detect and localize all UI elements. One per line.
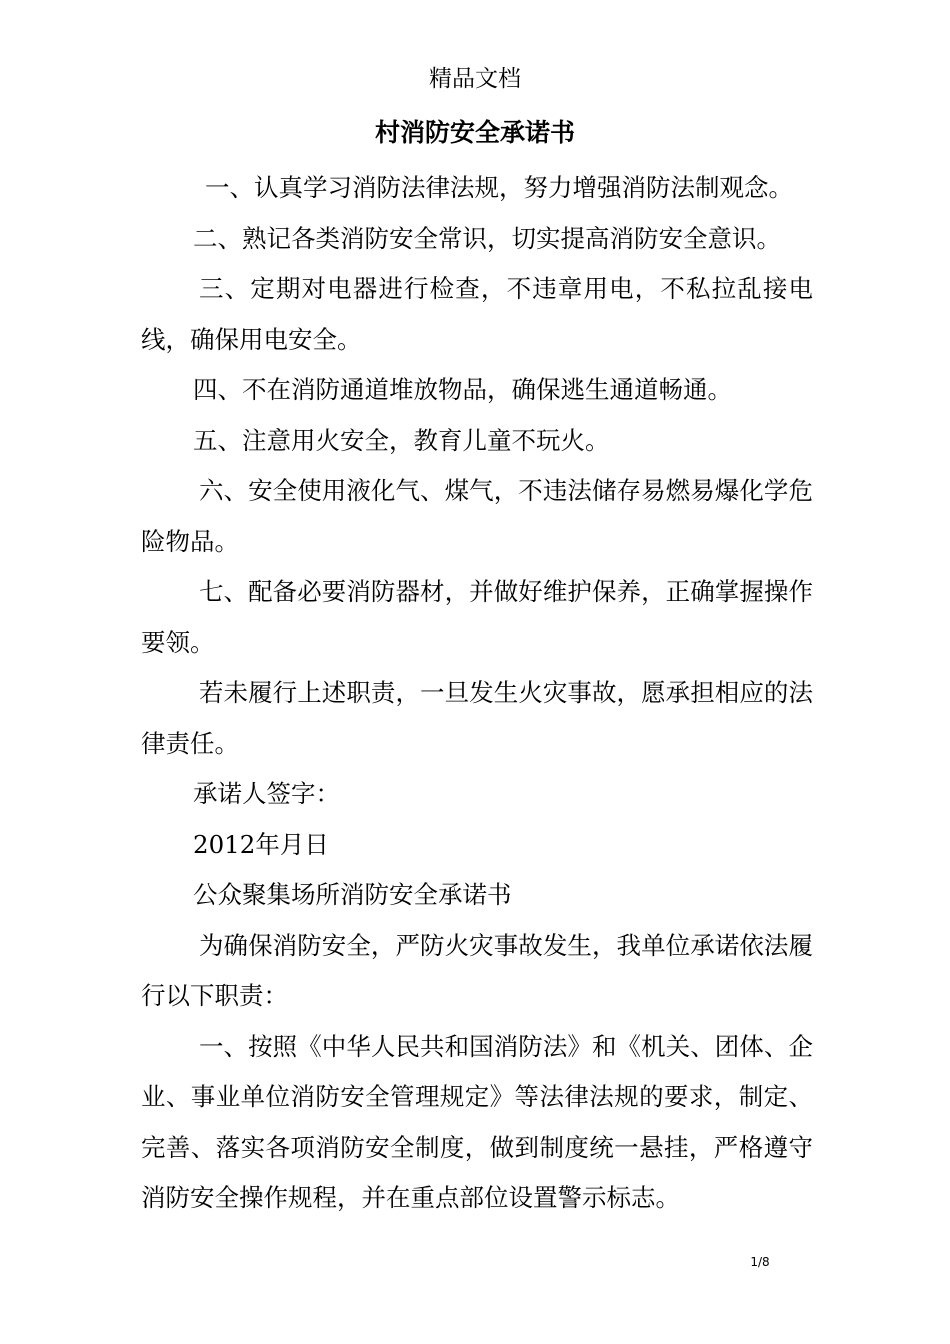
paragraph-item-6: 六、安全使用液化气、煤气，不违法储存易燃易爆化学危险物品。 — [141, 476, 813, 556]
intro-paragraph: 为确保消防安全，严防火灾事故发生，我单位承诺依法履行以下职责： — [141, 930, 813, 1010]
paragraph-item-1: 一、认真学习消防法律法规，努力增强消防法制观念。 — [205, 173, 793, 202]
paragraph-item-2: 二、熟记各类消防安全常识，切实提高消防安全意识。 — [193, 223, 781, 253]
document-body — [141, 163, 813, 1224]
document-title: 村消防安全承诺书 — [374, 118, 575, 147]
signature-line: 承诺人签字： — [193, 779, 340, 808]
duty-paragraph-1: 一、按照《中华人民共和国消防法》和《机关、团体、企业、事业单位消防安全管理规定》等法律法规的要求，制定、完善、落实各项消防安全制度，做到制度统一悬挂，严格遵守消防安全操作规程，并在重点部位设置警示标志。 — [141, 1031, 813, 1212]
paragraph-item-4: 四、不在消防通道堆放物品，确保逃生通道畅通。 — [193, 375, 732, 404]
liability-paragraph: 若未履行上述职责，一旦发生火灾事故，愿承担相应的法律责任。 — [141, 678, 813, 758]
page-header: 精品文档 — [429, 66, 521, 92]
paragraph-item-5: 五、注意用火安全，教育儿童不玩火。 — [193, 425, 610, 455]
date-line: 2012年月日 — [193, 829, 329, 859]
section-heading: 公众聚集场所消防安全承诺书 — [193, 880, 512, 909]
paragraph-item-7: 七、配备必要消防器材，并做好维护保养，正确掌握操作要领。 — [141, 577, 813, 657]
page-number: 1/8 — [750, 1255, 770, 1269]
paragraph-item-3: 三、定期对电器进行检查，不违章用电，不私拉乱接电线，确保用电安全。 — [141, 274, 813, 354]
